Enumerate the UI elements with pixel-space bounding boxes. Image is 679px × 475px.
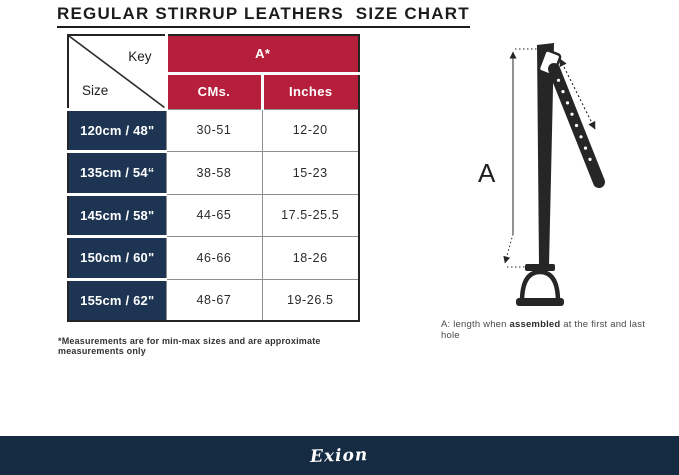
inches-cell: 15-23	[262, 151, 359, 194]
group-header-a: A*	[166, 35, 359, 73]
corner-size-label: Size	[82, 82, 109, 98]
brand-logo: Exion	[310, 444, 369, 467]
dimension-line-a	[505, 49, 539, 267]
stirrup-iron	[516, 264, 564, 306]
size-cell: 145cm / 58"	[68, 194, 166, 236]
inches-cell: 17.5-25.5	[262, 194, 359, 236]
dimension-a-label: A	[478, 158, 496, 188]
cms-cell: 38-58	[166, 151, 262, 194]
cms-cell: 48-67	[166, 279, 262, 321]
column-header-cms: CMs.	[166, 73, 262, 109]
footer-bar	[0, 436, 679, 475]
caption-bold: assembled	[509, 319, 561, 330]
inches-cell: 18-26	[262, 236, 359, 279]
cms-cell: 46-66	[166, 236, 262, 279]
size-cell: 120cm / 48"	[68, 109, 166, 151]
inches-cell: 12-20	[262, 109, 359, 151]
stirrup-leather-illustration	[440, 36, 665, 318]
punched-strap	[554, 69, 599, 182]
table-row	[68, 151, 359, 194]
size-table	[67, 34, 360, 322]
cms-cell: 44-65	[166, 194, 262, 236]
page-title: REGULAR STIRRUP LEATHERS SIZE CHART	[57, 4, 470, 28]
table-row	[68, 109, 359, 151]
caption-prefix: A: length when	[441, 319, 510, 330]
cms-cell: 30-51	[166, 109, 262, 151]
column-header-inches: Inches	[262, 73, 359, 109]
table-corner-cell	[68, 35, 166, 109]
inches-cell: 19-26.5	[262, 279, 359, 321]
table-row	[68, 279, 359, 321]
diagram-caption	[441, 319, 666, 341]
size-cell: 135cm / 54“	[68, 151, 166, 194]
table-row	[68, 236, 359, 279]
table-row	[68, 194, 359, 236]
caption-suffix: at the first and last hole	[441, 319, 646, 341]
size-cell: 150cm / 60"	[68, 236, 166, 279]
size-cell: 155cm / 62"	[68, 279, 166, 321]
corner-key-label: Key	[128, 49, 152, 64]
measurements-footnote: *Measurements are for min-max sizes and are approximate measurements only	[58, 336, 321, 356]
